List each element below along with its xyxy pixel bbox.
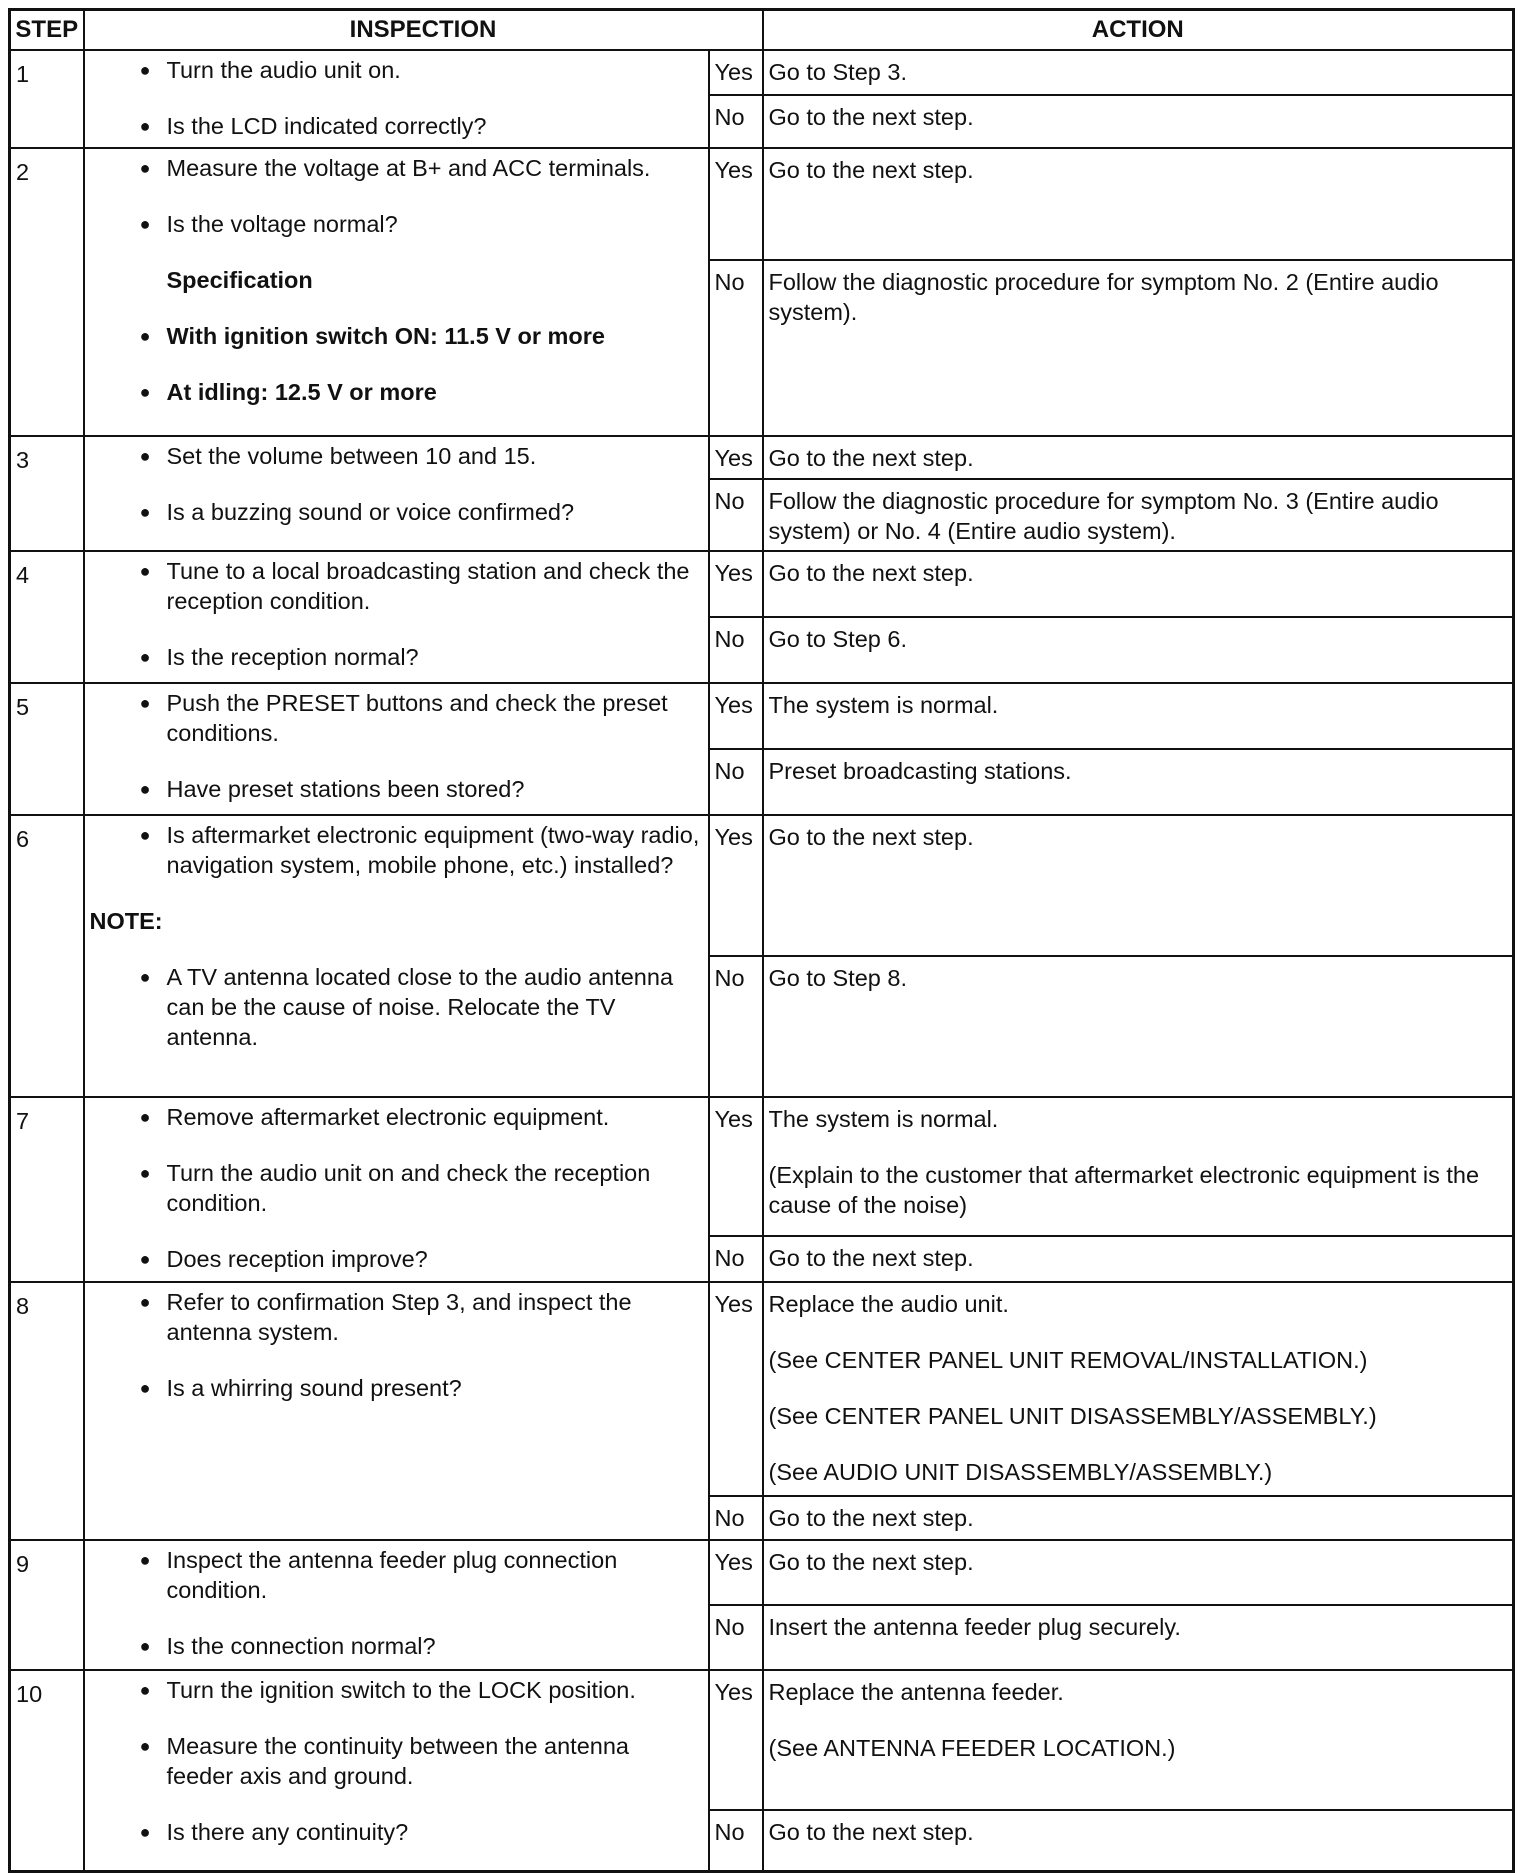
step-row-yes bbox=[10, 1097, 1514, 1236]
step-number: 1 bbox=[10, 50, 84, 148]
inspection-text: Is a buzzing sound or voice confirmed? bbox=[166, 499, 575, 525]
action-text: Go to the next step. bbox=[768, 157, 974, 183]
bullet-icon: ● bbox=[139, 382, 151, 402]
inspection-text: With ignition switch ON: 11.5 V or more bbox=[166, 323, 606, 349]
header-action: ACTION bbox=[763, 10, 1514, 51]
inspection-text: Measure the continuity between the antenna feeder axis and ground. bbox=[166, 1733, 629, 1789]
inspection-text: At idling: 12.5 V or more bbox=[166, 379, 437, 405]
inspection-text: Tune to a local broadcasting station and check the reception condition. bbox=[166, 558, 690, 614]
action-text: Follow the diagnostic procedure for symptom No. 3 (Entire audio system) or No. 4 (Entire audio system). bbox=[768, 488, 1439, 544]
bullet-icon: ● bbox=[139, 1378, 151, 1398]
no-action-cell bbox=[763, 749, 1514, 815]
inspection-item bbox=[85, 1545, 700, 1605]
step-number: 9 bbox=[10, 1540, 84, 1670]
step-row-yes bbox=[10, 1670, 1514, 1810]
inspection-item bbox=[85, 642, 700, 672]
inspection-cell bbox=[84, 50, 709, 148]
step-row-yes bbox=[10, 436, 1514, 479]
no-label: No bbox=[709, 1810, 763, 1871]
bullet-icon: ● bbox=[139, 1292, 151, 1312]
no-label: No bbox=[709, 1236, 763, 1282]
action-text: (See CENTER PANEL UNIT DISASSEMBLY/ASSEMBLY.) bbox=[768, 1403, 1377, 1429]
inspection-cell bbox=[84, 683, 709, 815]
inspection-text: Is aftermarket electronic equipment (two-way radio, navigation system, mobile phone, etc.) installed? bbox=[166, 822, 700, 878]
bullet-icon: ● bbox=[139, 1680, 151, 1700]
inspection-cell bbox=[84, 436, 709, 551]
inspection-item bbox=[85, 377, 700, 407]
bullet-icon: ● bbox=[139, 158, 151, 178]
action-text: (See AUDIO UNIT DISASSEMBLY/ASSEMBLY.) bbox=[768, 1459, 1273, 1485]
no-action-cell bbox=[763, 617, 1514, 683]
action-text: Follow the diagnostic procedure for symptom No. 2 (Entire audio system). bbox=[768, 269, 1439, 325]
bullet-icon: ● bbox=[139, 561, 151, 581]
yes-label: Yes bbox=[709, 1670, 763, 1810]
bullet-icon: ● bbox=[139, 1736, 151, 1756]
bullet-icon: ● bbox=[139, 116, 151, 136]
yes-label: Yes bbox=[709, 1282, 763, 1496]
action-text: Go to the next step. bbox=[768, 1505, 974, 1531]
inspection-item bbox=[85, 209, 700, 239]
yes-label: Yes bbox=[709, 436, 763, 479]
inspection-item bbox=[85, 1373, 700, 1403]
bullet-icon: ● bbox=[139, 825, 151, 845]
yes-action-cell bbox=[763, 50, 1514, 95]
step-row-yes bbox=[10, 1540, 1514, 1605]
yes-action-cell bbox=[763, 815, 1514, 956]
step-row-yes bbox=[10, 1282, 1514, 1496]
action-text: Insert the antenna feeder plug securely. bbox=[768, 1614, 1181, 1640]
action-text: Replace the audio unit. bbox=[768, 1291, 1009, 1317]
step-number: 2 bbox=[10, 148, 84, 436]
bullet-icon: ● bbox=[139, 1249, 151, 1269]
action-text: (See CENTER PANEL UNIT REMOVAL/INSTALLATION.) bbox=[768, 1347, 1368, 1373]
no-label: No bbox=[709, 95, 763, 148]
yes-label: Yes bbox=[709, 50, 763, 95]
header-row bbox=[10, 10, 1514, 51]
header-inspection: INSPECTION bbox=[84, 10, 763, 51]
bullet-icon: ● bbox=[139, 1107, 151, 1127]
action-text: Go to the next step. bbox=[768, 1819, 974, 1845]
no-action-cell bbox=[763, 1810, 1514, 1871]
bullet-icon: ● bbox=[139, 693, 151, 713]
step-number: 8 bbox=[10, 1282, 84, 1540]
bullet-icon: ● bbox=[139, 214, 151, 234]
inspection-item bbox=[85, 1287, 700, 1347]
inspection-item bbox=[85, 962, 700, 1052]
yes-label: Yes bbox=[709, 1540, 763, 1605]
inspection-text: Inspect the antenna feeder plug connection condition. bbox=[166, 1547, 618, 1603]
step-number: 3 bbox=[10, 436, 84, 551]
inspection-text: Push the PRESET buttons and check the preset conditions. bbox=[166, 690, 668, 746]
action-text: Go to the next step. bbox=[768, 1549, 974, 1575]
inspection-cell bbox=[84, 1097, 709, 1282]
diagnostic-table bbox=[8, 8, 1515, 1873]
action-text: Go to the next step. bbox=[768, 103, 974, 130]
action-text: Go to Step 3. bbox=[768, 59, 907, 85]
yes-action-cell bbox=[763, 551, 1514, 617]
inspection-text: Measure the voltage at B+ and ACC terminals. bbox=[166, 155, 651, 181]
inspection-item bbox=[85, 497, 700, 527]
inspection-text: Set the volume between 10 and 15. bbox=[166, 443, 537, 469]
yes-label: Yes bbox=[709, 551, 763, 617]
inspection-text: Turn the ignition switch to the LOCK position. bbox=[166, 1677, 636, 1703]
no-action-cell bbox=[763, 260, 1514, 436]
no-label: No bbox=[709, 479, 763, 551]
inspection-text: Does reception improve? bbox=[166, 1246, 428, 1272]
yes-action-cell bbox=[763, 1540, 1514, 1605]
step-row-yes bbox=[10, 50, 1514, 95]
step-number: 5 bbox=[10, 683, 84, 815]
no-label: No bbox=[709, 749, 763, 815]
inspection-item bbox=[85, 321, 700, 351]
inspection-item bbox=[85, 441, 700, 471]
step-number: 7 bbox=[10, 1097, 84, 1282]
inspection-text: Is there any continuity? bbox=[166, 1819, 409, 1845]
step-row-yes bbox=[10, 148, 1514, 260]
no-label: No bbox=[709, 617, 763, 683]
step-row-yes bbox=[10, 551, 1514, 617]
action-text: Go to Step 8. bbox=[768, 965, 907, 991]
action-text: Preset broadcasting stations. bbox=[768, 758, 1072, 784]
no-action-cell bbox=[763, 95, 1514, 148]
inspection-text: Have preset stations been stored? bbox=[166, 776, 525, 802]
yes-action-cell bbox=[763, 1097, 1514, 1236]
action-text: (See ANTENNA FEEDER LOCATION.) bbox=[768, 1735, 1176, 1761]
no-action-cell bbox=[763, 479, 1514, 551]
bullet-icon: ● bbox=[139, 647, 151, 667]
inspection-item bbox=[85, 820, 700, 880]
bullet-icon: ● bbox=[139, 446, 151, 466]
inspection-item bbox=[85, 774, 700, 804]
inspection-item bbox=[85, 55, 700, 85]
bullet-icon: ● bbox=[139, 1550, 151, 1570]
no-label: No bbox=[709, 956, 763, 1097]
inspection-cell bbox=[84, 551, 709, 683]
inspection-cell bbox=[84, 815, 709, 1097]
no-label: No bbox=[709, 260, 763, 436]
table-body bbox=[10, 50, 1514, 1871]
inspection-item bbox=[85, 153, 700, 183]
bullet-icon: ● bbox=[139, 326, 151, 346]
inspection-item bbox=[85, 1675, 700, 1705]
bullet-icon: ● bbox=[139, 1636, 151, 1656]
inspection-cell bbox=[84, 148, 709, 436]
inspection-text: Is the LCD indicated correctly? bbox=[166, 113, 487, 139]
note-label: NOTE: bbox=[89, 908, 163, 934]
bullet-icon: ● bbox=[139, 967, 151, 987]
yes-action-cell bbox=[763, 148, 1514, 260]
inspection-item bbox=[85, 1102, 700, 1132]
yes-action-cell bbox=[763, 1282, 1514, 1496]
bullet-icon: ● bbox=[139, 779, 151, 799]
step-number: 4 bbox=[10, 551, 84, 683]
no-action-cell bbox=[763, 956, 1514, 1097]
step-row-yes bbox=[10, 683, 1514, 749]
inspection-text: Is the connection normal? bbox=[166, 1633, 436, 1659]
action-text: Go to the next step. bbox=[768, 445, 974, 471]
yes-action-cell bbox=[763, 683, 1514, 749]
inspection-item bbox=[85, 1631, 700, 1661]
inspection-text: A TV antenna located close to the audio antenna can be the cause of noise. Relocate the TV antenna. bbox=[166, 964, 674, 1050]
bullet-icon: ● bbox=[139, 1163, 151, 1183]
step-number: 10 bbox=[10, 1670, 84, 1871]
no-action-cell bbox=[763, 1236, 1514, 1282]
bullet-icon: ● bbox=[139, 60, 151, 80]
yes-label: Yes bbox=[709, 683, 763, 749]
inspection-text: Is a whirring sound present? bbox=[166, 1375, 462, 1401]
yes-action-cell bbox=[763, 1670, 1514, 1810]
inspection-item bbox=[85, 688, 700, 748]
inspection-item bbox=[85, 1244, 700, 1274]
action-text: Go to the next step. bbox=[768, 1245, 974, 1271]
inspection-item bbox=[85, 1731, 700, 1791]
inspection-item bbox=[85, 111, 700, 141]
yes-action-cell bbox=[763, 436, 1514, 479]
step-row-yes bbox=[10, 815, 1514, 956]
action-text: (Explain to the customer that aftermarket electronic equipment is the cause of the noise) bbox=[768, 1162, 1480, 1218]
yes-label: Yes bbox=[709, 148, 763, 260]
inspection-item bbox=[85, 1158, 700, 1218]
bullet-icon: ● bbox=[139, 1822, 151, 1842]
inspection-text: Turn the audio unit on and check the reception condition. bbox=[166, 1160, 651, 1216]
step-number: 6 bbox=[10, 815, 84, 1097]
inspection-text: Refer to confirmation Step 3, and inspect the antenna system. bbox=[166, 1289, 632, 1345]
yes-label: Yes bbox=[709, 1097, 763, 1236]
action-text: Go to the next step. bbox=[768, 560, 974, 586]
inspection-text: Turn the audio unit on. bbox=[166, 57, 401, 83]
action-text: Go to the next step. bbox=[768, 824, 974, 850]
inspection-cell bbox=[84, 1540, 709, 1670]
inspection-cell bbox=[84, 1282, 709, 1540]
inspection-item bbox=[85, 556, 700, 616]
action-text: Go to Step 6. bbox=[768, 626, 907, 652]
inspection-text: Is the reception normal? bbox=[166, 644, 419, 670]
action-text: The system is normal. bbox=[768, 692, 999, 718]
no-label: No bbox=[709, 1605, 763, 1670]
no-action-cell bbox=[763, 1496, 1514, 1540]
inspection-text: Is the voltage normal? bbox=[166, 211, 398, 237]
specification-label: Specification bbox=[166, 267, 313, 293]
inspection-cell bbox=[84, 1670, 709, 1871]
no-action-cell bbox=[763, 1605, 1514, 1670]
yes-label: Yes bbox=[709, 815, 763, 956]
header-step: STEP bbox=[10, 10, 84, 51]
inspection-text: Remove aftermarket electronic equipment. bbox=[166, 1104, 610, 1130]
no-label: No bbox=[709, 1496, 763, 1540]
action-text: Replace the antenna feeder. bbox=[768, 1679, 1064, 1705]
bullet-icon: ● bbox=[139, 502, 151, 522]
inspection-item bbox=[85, 1817, 700, 1847]
action-text: The system is normal. bbox=[768, 1106, 999, 1132]
